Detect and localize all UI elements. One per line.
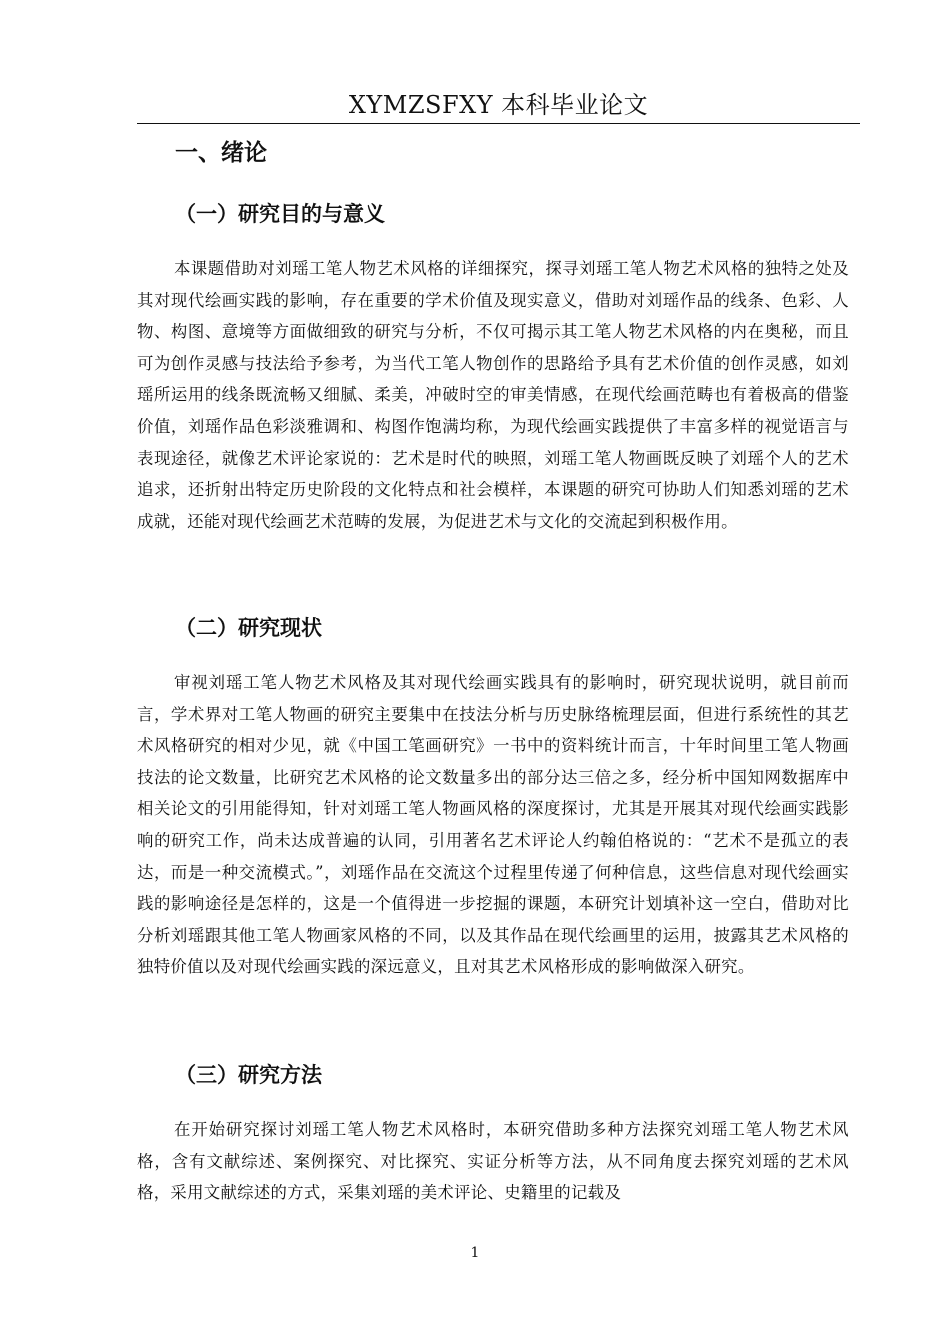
page-number: 1 (470, 1245, 480, 1261)
header-divider (137, 123, 860, 124)
section-heading-status: （二）研究现状 (175, 616, 322, 640)
section-heading-purpose: （一）研究目的与意义 (175, 202, 385, 226)
section-heading-method: （三）研究方法 (175, 1063, 322, 1087)
chapter-heading: 一、绪论 (175, 140, 267, 166)
paragraph-method: 在开始研究探讨刘瑶工笔人物艺术风格时，本研究借助多种方法探究刘瑶工笔人物艺术风格，含有文献综述、案例探究、对比探究、实证分析等方法，从不同角度去探究刘瑶的艺术风格，采用文献综述的方式，采集刘瑶的美术评论、史籍里的记载及 (137, 1120, 849, 1203)
paragraph-status: 审视刘瑶工笔人物艺术风格及其对现代绘画实践具有的影响时，研究现状说明，就目前而言，学术界对工笔人物画的研究主要集中在技法分析与历史脉络梳理层面，但进行系统性的其艺术风格研究的相对少见，就《中国工笔画研究》一书中的资料统计而言，十年时间里工笔人物画技法的论文数量，比研究艺术风格的论文数量多出的部分达三倍之多，经分析中国知网数据库中相关论文的引用能得知，针对刘瑶工笔人物画风格的深度探讨，尤其是开展其对现代绘画实践影响的研究工作，尚未达成普遍的认同，引用著名艺术评论人约翰伯格说的：“艺术不是孤立的表达，而是一种交流模式。”，刘瑶作品在交流这个过程里传递了何种信息，这些信息对现代绘画实践的影响途径是怎样的，这是一个值得进一步挖掘的课题，本研究计划填补这一空白，借助对比分析刘瑶跟其他工笔人物画家风格的不同，以及其作品在现代绘画里的运用，披露其艺术风格的独特价值以及对现代绘画实践的深远意义，且对其艺术风格形成的影响做深入研究。 (137, 673, 849, 977)
paragraph-purpose: 本课题借助对刘瑶工笔人物艺术风格的详细探究，探寻刘瑶工笔人物艺术风格的独特之处及其对现代绘画实践的影响，存在重要的学术价值及现实意义，借助对刘瑶作品的线条、色彩、人物、构图、意境等方面做细致的研究与分析，不仅可揭示其工笔人物艺术风格的内在奥秘，而且可为创作灵感与技法给予参考，为当代工笔人物创作的思路给予具有艺术价值的创作灵感，如刘瑶所运用的线条既流畅又细腻、柔美，冲破时空的审美情感，在现代绘画范畴也有着极高的借鉴价值，刘瑶作品色彩淡雅调和、构图作饱满均称，为现代绘画实践提供了丰富多样的视觉语言与表现途径，就像艺术评论家说的：艺术是时代的映照，刘瑶工笔人物画既反映了刘瑶个人的艺术追求，还折射出特定历史阶段的文化特点和社会模样，本课题的研究可协助人们知悉刘瑶的艺术成就，还能对现代绘画艺术范畴的发展，为促进艺术与文化的交流起到积极作用。 (137, 259, 849, 531)
running-header-title: XYMZSFXY 本科毕业论文 (348, 91, 649, 119)
